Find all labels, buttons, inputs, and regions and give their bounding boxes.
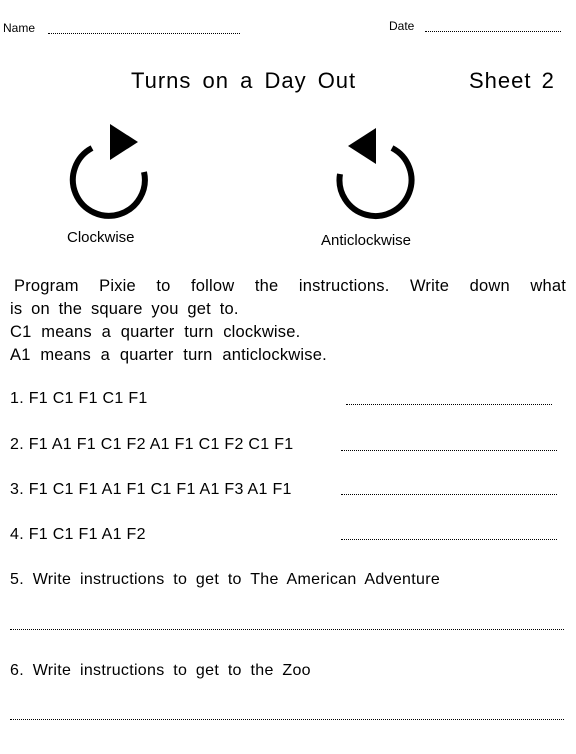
instructions-line-4: A1 means a quarter turn anticlockwise. (10, 346, 327, 364)
question-6: 6. Write instructions to get to the Zoo (10, 662, 311, 679)
answer-field-2[interactable] (341, 450, 557, 451)
date-field[interactable] (425, 31, 561, 32)
name-label: Name (3, 21, 36, 35)
answer-field-5[interactable] (10, 629, 564, 630)
anticlockwise-label: Anticlockwise (321, 232, 412, 249)
instructions-line-2: is on the square you get to. (10, 300, 239, 318)
date-label: Date (389, 19, 415, 33)
clockwise-arrow-icon (62, 120, 162, 220)
instructions-line-1: Program Pixie to follow the instructions. Write down what (14, 277, 566, 295)
answer-field-4[interactable] (341, 539, 557, 540)
question-4: 4. F1 C1 F1 A1 F2 (10, 526, 146, 543)
anticlockwise-arrow-icon (330, 124, 430, 224)
page-title: Turns on a Day Out (131, 68, 357, 93)
instructions-paragraph (10, 275, 566, 367)
sheet-number: Sheet 2 (469, 68, 555, 93)
name-field[interactable] (48, 33, 240, 34)
instructions-line-3: C1 means a quarter turn clockwise. (10, 323, 301, 341)
clockwise-label: Clockwise (67, 229, 135, 246)
answer-field-1[interactable] (346, 404, 552, 405)
question-1: 1. F1 C1 F1 C1 F1 (10, 390, 148, 407)
question-2: 2. F1 A1 F1 C1 F2 A1 F1 C1 F2 C1 F1 (10, 436, 294, 453)
answer-field-6[interactable] (10, 719, 564, 720)
answer-field-3[interactable] (341, 494, 557, 495)
question-3: 3. F1 C1 F1 A1 F1 C1 F1 A1 F3 A1 F1 (10, 481, 292, 498)
question-5: 5. Write instructions to get to The American Adventure (10, 571, 441, 588)
